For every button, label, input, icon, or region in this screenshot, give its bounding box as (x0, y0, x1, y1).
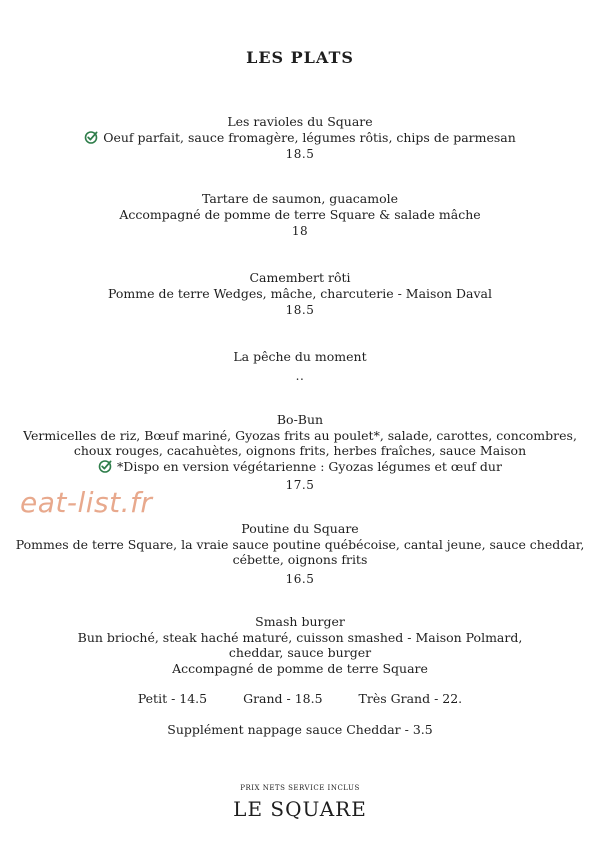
dish-description: cheddar, sauce burger (228, 645, 372, 660)
dish-price: .. (295, 368, 305, 383)
dish-name: Camembert rôti (249, 270, 351, 285)
dish-note: *Dispo en version végétarienne : Gyozas légumes et œuf dur (117, 458, 502, 474)
dish-name: La pêche du moment (233, 349, 367, 364)
brand-name: LE SQUARE (233, 797, 367, 821)
dish-ravioles (0, 114, 600, 163)
dish-description: cébette, oignons frits (232, 552, 368, 567)
supplement-line: Supplément nappage sauce Cheddar - 3.5 (167, 722, 433, 737)
dish-price: 18 (291, 224, 309, 238)
footer-note: PRIX NETS SERVICE INCLUS (240, 784, 360, 792)
dish-description: choux rouges, cacahuètes, oignons frits, herbes fraîches, sauce Maison (73, 443, 527, 458)
dish-description: Vermicelles de riz, Bœuf mariné, Gyozas frits au poulet*, salade, carottes, concombres, (23, 427, 577, 443)
size-small-price: Petit - 14.5 (137, 691, 208, 706)
dish-poutine (0, 521, 600, 587)
vegetarian-check-icon (84, 130, 98, 144)
dish-description: Bun brioché, steak haché maturé, cuisson smashed - Maison Polmard, (77, 629, 523, 645)
size-medium-price: Grand - 18.5 (243, 691, 323, 706)
dish-description: Accompagné de pomme de terre Square (172, 660, 428, 676)
dish-price: 16.5 (285, 571, 315, 586)
dish-peche (0, 349, 600, 384)
burger-sizes (0, 691, 600, 706)
dish-description: Pommes de terre Square, la vraie sauce poutine québécoise, cantal jeune, sauce cheddar, (15, 536, 585, 552)
dish-name: Bo-Bun (276, 412, 324, 427)
vegetarian-check-icon (98, 459, 112, 473)
dish-name: Tartare de saumon, guacamole (201, 191, 398, 206)
dish-price: 17.5 (285, 478, 315, 492)
page-title: LES PLATS (246, 48, 354, 67)
dish-bo-bun (0, 412, 600, 494)
dish-note-line (0, 459, 600, 475)
dish-description-line (0, 130, 600, 146)
dish-price: 18.5 (285, 303, 315, 317)
dish-tartare (0, 191, 600, 240)
dish-name: Smash burger (255, 614, 345, 629)
dish-camembert (0, 270, 600, 319)
dish-price: 18.5 (285, 147, 315, 161)
dish-name: Les ravioles du Square (227, 114, 373, 129)
watermark: eat-list.fr (20, 486, 153, 519)
dish-description: Accompagné de pomme de terre Square & salade mâche (119, 206, 481, 222)
size-large-price: Très Grand - 22. (358, 691, 463, 706)
dish-description: Oeuf parfait, sauce fromagère, légumes rôtis, chips de parmesan (103, 129, 516, 145)
dish-name: Poutine du Square (241, 521, 359, 536)
dish-smash-burger (0, 614, 600, 676)
dish-description: Pomme de terre Wedges, mâche, charcuterie - Maison Daval (107, 285, 492, 301)
